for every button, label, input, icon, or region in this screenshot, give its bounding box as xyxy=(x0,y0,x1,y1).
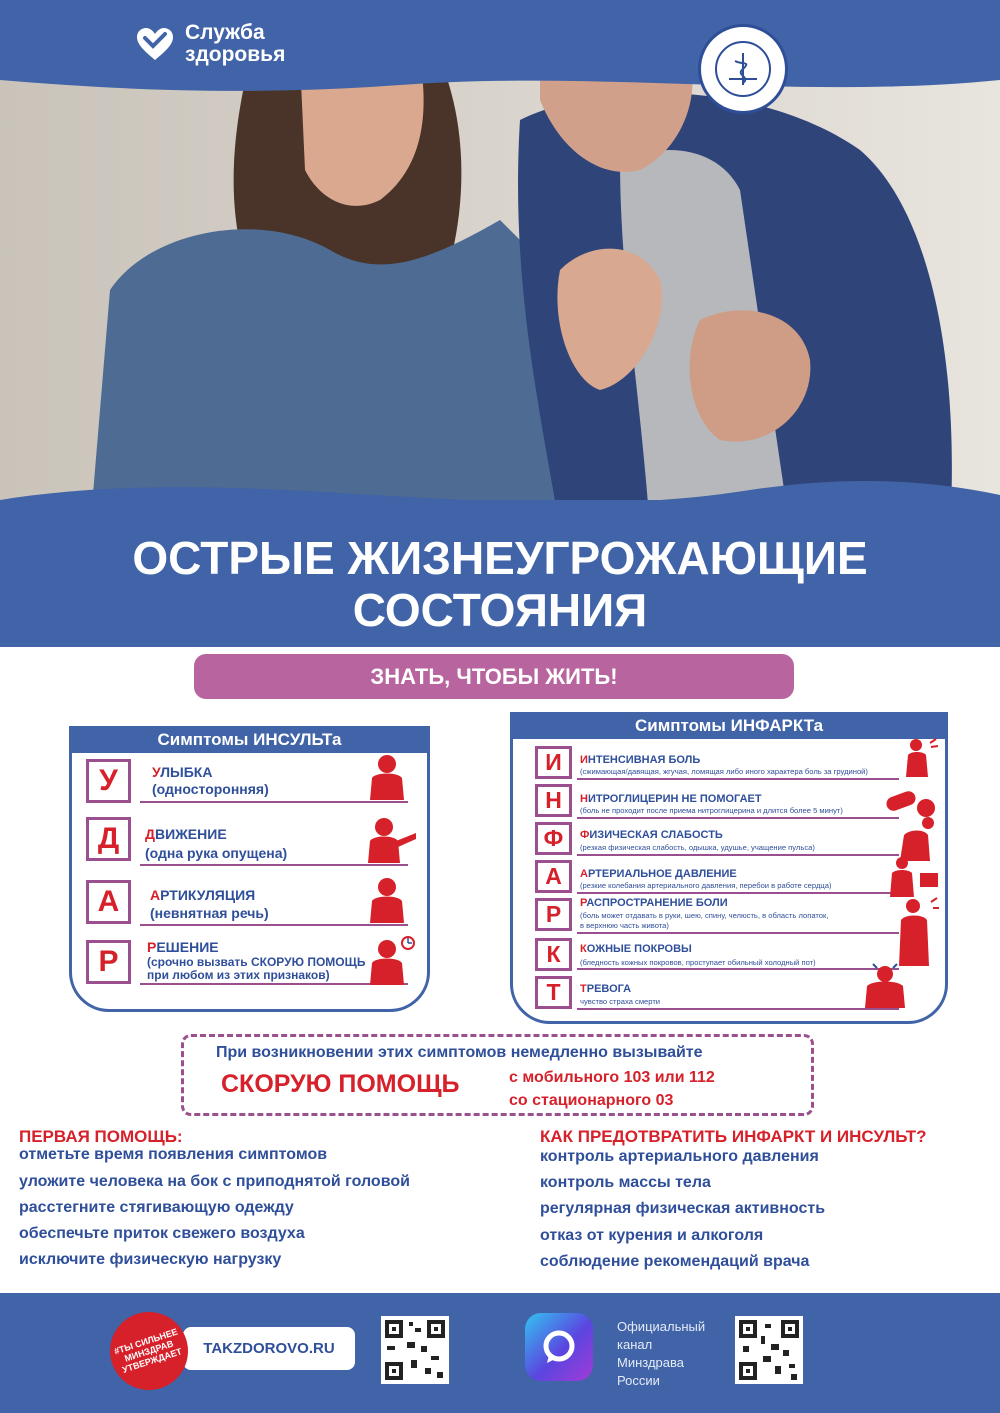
blood-pressure-icon xyxy=(884,855,942,899)
infarct-row-title: КОЖНЫЕ ПОКРОВЫ xyxy=(580,943,692,955)
infarct-row-title: НИТРОГЛИЦЕРИН НЕ ПОМОГАЕТ xyxy=(580,793,762,805)
callout-line1: При возникновении этих симптомов немедленно вызывайте xyxy=(216,1044,703,1061)
infarct-row-sub: (резкая физическая слабость, одышка, удушье, учащение пульса) xyxy=(580,843,815,852)
slogan-banner: ЗНАТЬ, ЧТОБЫ ЖИТЬ! xyxy=(194,654,794,699)
infarct-row-title: АРТЕРИАЛЬНОЕ ДАВЛЕНИЕ xyxy=(580,868,737,880)
stroke-row-sub: (срочно вызвать СКОРУЮ ПОМОЩЬ xyxy=(147,955,366,969)
qr-code-icon xyxy=(735,1316,803,1384)
title-line2: СОСТОЯНИЯ xyxy=(352,584,648,636)
infarct-row-line xyxy=(577,892,899,894)
infarct-row-sub: (боль может отдавать в руки, шею, спину, челюсть, в область лопаток, xyxy=(580,911,829,920)
infarct-row-line xyxy=(577,1008,899,1010)
stroke-letter-a: А xyxy=(86,880,131,924)
infarct-row-sub: (боль не проходит после приема нитроглицерина и длится более 5 минут) xyxy=(580,806,843,815)
infarct-letter-a: А xyxy=(535,860,572,893)
infarct-row-line xyxy=(577,968,899,970)
campaign-badge: #ТЫ СИЛЬНЕЕ МИНЗДРАВ УТВЕРЖДАЕТ xyxy=(100,1302,198,1400)
stroke-letter-u: У xyxy=(86,759,131,803)
site-link[interactable]: TAKZDOROVO.RU xyxy=(183,1327,355,1370)
infarct-panel-heading: Симптомы ИНФАРКТа xyxy=(510,712,948,739)
infarct-row-sub2: в верхнюю часть живота) xyxy=(580,921,669,930)
title-line1: ОСТРЫЕ ЖИЗНЕУГРОЖАЮЩИЕ xyxy=(132,532,868,584)
stroke-row-title: ДВИЖЕНИЕ xyxy=(145,826,227,842)
heart-check-icon xyxy=(135,26,175,62)
infarct-row-title: ИНТЕНСИВНАЯ БОЛЬ xyxy=(580,754,701,766)
stroke-row-sub: (невнятная речь) xyxy=(150,905,269,921)
first-aid-item: уложите человека на бок с приподнятой головой xyxy=(19,1173,410,1190)
qr-code-icon xyxy=(381,1316,449,1384)
prevention-item: контроль массы тела xyxy=(540,1174,711,1191)
prevention-title: КАК ПРЕДОТВРАТИТЬ ИНФАРКТ И ИНСУЛЬТ? xyxy=(540,1127,927,1146)
person-icon xyxy=(362,752,412,802)
infarct-row-title: РАСПРОСТРАНЕНИЕ БОЛИ xyxy=(580,897,728,909)
radiating-pain-icon xyxy=(893,896,939,968)
chest-pain-icon xyxy=(898,737,940,779)
service-logo xyxy=(135,22,285,66)
infarct-row-sub: (сжимающая/давящая, жгучая, ломящая либо иного характера боль за грудиной) xyxy=(580,767,868,776)
infarct-row-sub: чувство страха смерти xyxy=(580,997,661,1006)
caduceus-icon xyxy=(723,49,763,89)
logo-line1: Служба xyxy=(185,21,265,44)
stroke-row-sub: (одна рука опущена) xyxy=(145,845,288,861)
infarct-row-line xyxy=(577,817,899,819)
infarct-letter-k: К xyxy=(535,938,572,971)
infarct-row-title: ТРЕВОГА xyxy=(580,983,632,995)
max-messenger-icon[interactable] xyxy=(525,1313,593,1381)
infarct-row-title: ФИЗИЧЕСКАЯ СЛАБОСТЬ xyxy=(580,829,723,841)
emblem-inner xyxy=(715,41,771,97)
first-aid-title: ПЕРВАЯ ПОМОЩЬ: xyxy=(19,1127,183,1146)
infarct-letter-r: Р xyxy=(535,898,572,931)
infarct-letter-f: Ф xyxy=(535,822,572,855)
stroke-letter-r: Р xyxy=(86,940,131,984)
qr-code-channel[interactable] xyxy=(735,1316,803,1384)
landline-phone-number: со стационарного 03 xyxy=(509,1092,674,1109)
regional-emblem xyxy=(698,24,788,114)
prevention-item: контроль артериального давления xyxy=(540,1148,819,1165)
person-icon xyxy=(362,875,412,925)
infarct-row-line xyxy=(577,932,899,934)
anxiety-icon xyxy=(857,960,913,1010)
stroke-letter-d: Д xyxy=(86,817,131,861)
stroke-row-title: УЛЫБКА xyxy=(152,764,213,780)
person-pointing-icon xyxy=(362,815,418,865)
infarct-letter-t: Т xyxy=(535,976,572,1009)
mobile-phone-number: с мобильного 103 или 112 xyxy=(509,1069,715,1086)
person-clock-icon xyxy=(362,935,416,987)
first-aid-item: отметьте время появления симптомов xyxy=(19,1146,328,1163)
stroke-panel-heading: Симптомы ИНСУЛЬТа xyxy=(69,726,430,753)
top-wave xyxy=(0,60,1000,100)
stroke-row-title: РЕШЕНИЕ xyxy=(147,939,219,955)
infarct-letter-i: И xyxy=(535,746,572,779)
first-aid-item: исключите физическую нагрузку xyxy=(19,1251,282,1268)
infarct-row-sub: (резкие колебания артериального давления, перебои в работе сердца) xyxy=(580,881,832,890)
first-aid-item: расстегните стягивающую одежду xyxy=(19,1199,294,1216)
first-aid-item: обеспечьте приток свежего воздуха xyxy=(19,1225,305,1242)
infarct-row-line xyxy=(577,778,899,780)
prevention-item: регулярная физическая активность xyxy=(540,1200,826,1217)
stroke-row-title: АРТИКУЛЯЦИЯ xyxy=(150,887,256,903)
stroke-row-sub: (односторонняя) xyxy=(152,781,269,797)
infarct-row-sub: (бледность кожных покровов, проступает обильный холодный пот) xyxy=(580,958,816,967)
prevention-item: отказ от курения и алкоголя xyxy=(540,1227,764,1244)
chat-bubble-icon xyxy=(539,1327,579,1367)
official-channel-text: Официальный канал Минздрава России xyxy=(617,1319,706,1388)
qr-code-site[interactable] xyxy=(381,1316,449,1384)
stroke-row-sub2: при любом из этих признаков) xyxy=(147,968,330,982)
ambulance-heading: СКОРУЮ ПОМОЩЬ xyxy=(221,1070,460,1098)
logo-line2: здоровья xyxy=(185,43,286,66)
prevention-item: соблюдение рекомендаций врача xyxy=(540,1253,810,1270)
infarct-row-line xyxy=(577,854,899,856)
infarct-letter-n: Н xyxy=(535,784,572,817)
page-title xyxy=(0,532,1000,636)
